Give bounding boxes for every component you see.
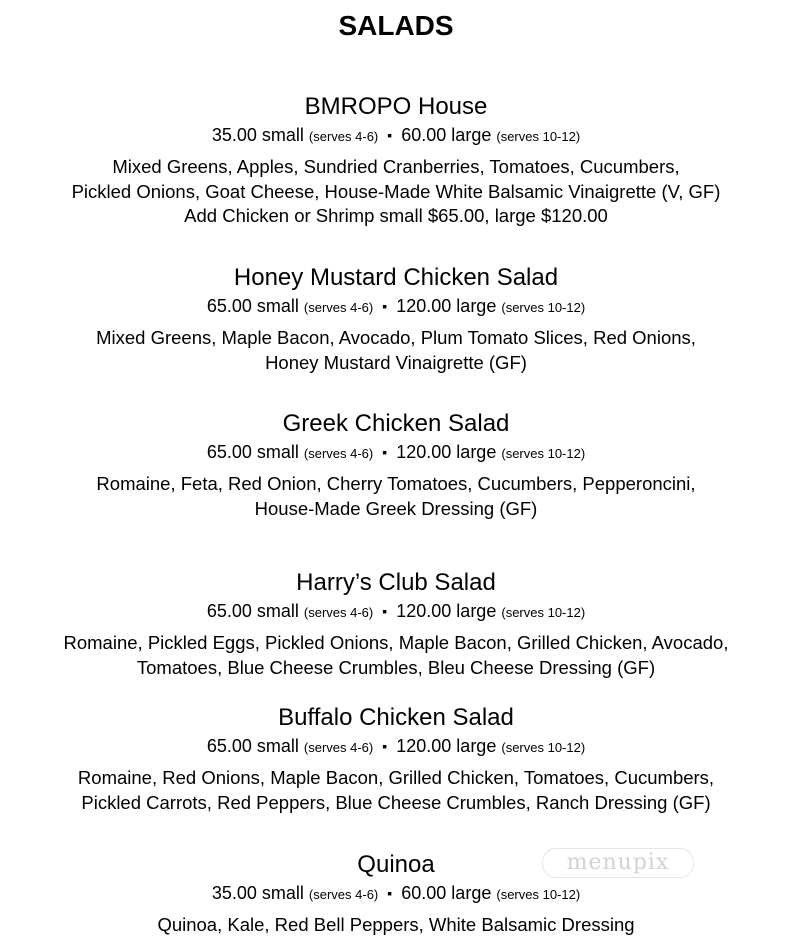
price-line (0, 294, 792, 320)
menu-item (0, 568, 792, 680)
small-price: 65.00 small (206, 296, 299, 316)
separator-icon: ▪ (387, 885, 393, 901)
description-line: House-Made Greek Dressing (GF) (254, 497, 538, 519)
large-price: 120.00 large (396, 736, 497, 756)
description-line: Romaine, Red Onions, Maple Bacon, Grilled Chicken, Tomatoes, Cucumbers, (77, 767, 715, 788)
item-description (0, 631, 792, 680)
page-title: SALADS (338, 10, 454, 41)
description-line: Honey Mustard Vinaigrette (GF) (265, 351, 527, 373)
large-serves: (serves 10-12) (501, 605, 586, 620)
large-price: 60.00 large (401, 125, 492, 145)
small-price: 35.00 small (211, 883, 304, 903)
description-line: Quinoa, Kale, Red Bell Peppers, White Balsamic Dressing (157, 914, 635, 935)
small-serves: (serves 4-6) (308, 129, 379, 144)
item-description (0, 913, 792, 938)
menu-item (0, 263, 792, 375)
separator-icon: ▪ (382, 298, 388, 314)
small-price: 65.00 small (206, 442, 299, 462)
small-serves: (serves 4-6) (303, 605, 374, 620)
separator-icon: ▪ (382, 738, 388, 754)
small-serves: (serves 4-6) (303, 446, 374, 461)
item-description (0, 326, 792, 375)
menu-item (0, 409, 792, 521)
item-description (0, 472, 792, 521)
small-serves: (serves 4-6) (308, 887, 379, 902)
item-description (0, 766, 792, 815)
separator-icon: ▪ (387, 127, 393, 143)
description-line: Mixed Greens, Maple Bacon, Avocado, Plum Tomato Slices, Red Onions, (96, 327, 696, 348)
large-serves: (serves 10-12) (501, 740, 586, 755)
item-name: Honey Mustard Chicken Salad (233, 264, 559, 291)
large-serves: (serves 10-12) (501, 300, 586, 315)
price-line (0, 123, 792, 149)
description-line: Pickled Carrots, Red Peppers, Blue Cheese Crumbles, Ranch Dressing (GF) (81, 791, 711, 813)
item-name: BMROPO House (304, 93, 488, 120)
price-line (0, 599, 792, 625)
price-line (0, 734, 792, 760)
small-serves: (serves 4-6) (303, 740, 374, 755)
menu-item (0, 92, 792, 229)
watermark-logo: menupix (538, 838, 698, 888)
description-line: Romaine, Pickled Eggs, Pickled Onions, Maple Bacon, Grilled Chicken, Avocado, (63, 632, 729, 653)
large-serves: (serves 10-12) (496, 129, 581, 144)
item-description (0, 155, 792, 229)
large-serves: (serves 10-12) (496, 887, 581, 902)
large-serves: (serves 10-12) (501, 446, 586, 461)
small-price: 65.00 small (206, 736, 299, 756)
small-serves: (serves 4-6) (303, 300, 374, 315)
small-price: 35.00 small (211, 125, 304, 145)
large-price: 120.00 large (396, 601, 497, 621)
description-line: Add Chicken or Shrimp small $65.00, large $120.00 (184, 205, 608, 226)
separator-icon: ▪ (382, 444, 388, 460)
menu-item (0, 703, 792, 815)
price-line (0, 440, 792, 466)
description-line: Pickled Onions, Goat Cheese, House-Made White Balsamic Vinaigrette (V, GF) (71, 180, 721, 202)
item-name: Buffalo Chicken Salad (278, 704, 514, 731)
description-line: Mixed Greens, Apples, Sundried Cranberries, Tomatoes, Cucumbers, (112, 156, 680, 177)
item-name: Quinoa (357, 851, 435, 878)
large-price: 120.00 large (396, 296, 497, 316)
item-name: Harry’s Club Salad (296, 569, 496, 596)
small-price: 65.00 small (206, 601, 299, 621)
separator-icon: ▪ (382, 603, 388, 619)
item-name: Greek Chicken Salad (282, 410, 510, 437)
large-price: 120.00 large (396, 442, 497, 462)
description-line: Romaine, Feta, Red Onion, Cherry Tomatoes, Cucumbers, Pepperoncini, (96, 473, 696, 494)
description-line: Tomatoes, Blue Cheese Crumbles, Bleu Cheese Dressing (GF) (136, 656, 656, 678)
large-price: 60.00 large (401, 883, 492, 903)
